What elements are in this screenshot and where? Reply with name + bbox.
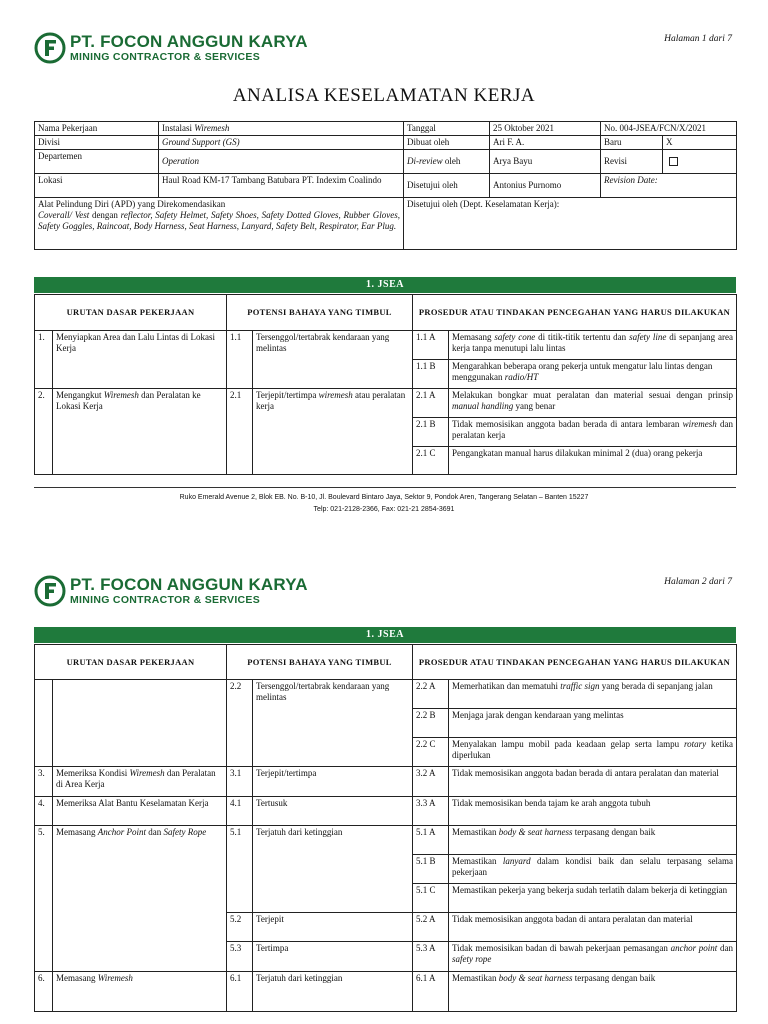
direview-value: Arya Bayu xyxy=(490,150,601,174)
procedure-text: Pengangkatan manual harus dilakukan minimal 2 (dua) orang pekerja xyxy=(449,447,737,475)
procedure-number: 2.2 B xyxy=(413,709,449,738)
procedure-text: Memastikan body & seat harness terpasang dengan baik xyxy=(449,972,737,1012)
header-urutan: URUTAN DASAR PEKERJAAN xyxy=(35,295,227,331)
hazard-text: Tersenggol/tertabrak kendaraan yang melintas xyxy=(253,680,413,767)
disetujui-value: Antonius Purnomo xyxy=(490,174,601,198)
footer-address-line: Ruko Emerald Avenue 2, Blok EB. No. B-10, Jl. Boulevard Bintaro Jaya, Sektor 9, Pondok Aren, Tangerang Selatan – Banten 15227 xyxy=(179,494,589,501)
company-tagline: MINING CONTRACTOR & SERVICES xyxy=(70,594,261,606)
procedure-number: 5.1 C xyxy=(413,884,449,913)
procedure-number: 2.2 A xyxy=(413,680,449,709)
apd-cell xyxy=(35,198,404,250)
company-name: PT. FOCON ANGGUN KARYA xyxy=(70,32,308,51)
footer-phone-line: Telp: 021-2128-2366, Fax: 021-21 2854-3691 xyxy=(313,506,455,513)
procedure-number: 3.2 A xyxy=(413,767,449,797)
lokasi-label: Lokasi xyxy=(35,174,159,198)
hazard-text: Terjepit/tertimpa wiremesh atau peralatan kerja xyxy=(253,389,413,475)
disetujui-k3: Disetujui oleh (Dept. Keselamatan Kerja): xyxy=(404,198,737,250)
doc-number: No. 004-JSEA/FCN/X/2021 xyxy=(601,122,737,136)
tanggal-label: Tanggal xyxy=(404,122,490,136)
procedure-text: Tidak memosisikan badan di bawah pekerjaan pemasangan anchor point dan safety rope xyxy=(449,942,737,972)
company-logo-icon xyxy=(34,32,66,64)
header-prosedur: PROSEDUR ATAU TINDAKAN PENCEGAHAN YANG HARUS DILAKUKAN xyxy=(413,295,737,331)
hazard-text: Terjatuh dari ketinggian xyxy=(253,972,413,1012)
procedure-number: 5.1 B xyxy=(413,855,449,884)
procedure-text: Memastikan body & seat harness terpasang dengan baik xyxy=(449,826,737,855)
step-text: Memeriksa Alat Bantu Keselamatan Kerja xyxy=(53,797,227,826)
hazard-number: 1.1 xyxy=(227,331,253,389)
procedure-number: 5.1 A xyxy=(413,826,449,855)
hazard-number: 4.1 xyxy=(227,797,253,826)
tanggal-value: 25 Oktober 2021 xyxy=(490,122,601,136)
step-text: Mengangkut Wiremesh dan Peralatan ke Lokasi Kerja xyxy=(53,389,227,475)
dibuat-label: Dibuat oleh xyxy=(404,136,490,150)
procedure-text: Memerhatikan dan mematuhi traffic sign yang berada di sepanjang jalan xyxy=(449,680,737,709)
step-text: Menyiapkan Area dan Lalu Lintas di Lokasi Kerja xyxy=(53,331,227,389)
apd-label: Alat Pelindung Diri (APD) yang Direkomendasikan xyxy=(38,199,226,209)
document-title: ANALISA KESELAMATAN KERJA xyxy=(232,85,536,106)
step-text xyxy=(53,680,227,767)
divisi-value: Ground Support (GS) xyxy=(159,136,404,150)
baru-label: Baru xyxy=(601,136,663,150)
jsea-table-p1 xyxy=(34,294,737,475)
nama-value: Instalasi Wiremesh xyxy=(159,122,404,136)
header-potensi: POTENSI BAHAYA YANG TIMBUL xyxy=(227,645,413,680)
step-text: Memasang Wiremesh xyxy=(53,972,227,1012)
info-table xyxy=(34,121,737,250)
procedure-text: Melakukan bongkar muat peralatan dan material sesuai dengan prinsip manual handling yang benar xyxy=(449,389,737,418)
procedure-number: 1.1 A xyxy=(413,331,449,360)
step-number xyxy=(35,680,53,767)
hazard-text: Terjatuh dari ketinggian xyxy=(253,826,413,913)
revisi-checkbox[interactable] xyxy=(663,150,737,174)
company-tagline: MINING CONTRACTOR & SERVICES xyxy=(70,51,261,63)
procedure-number: 6.1 A xyxy=(413,972,449,1012)
procedure-number: 5.3 A xyxy=(413,942,449,972)
footer-divider xyxy=(34,487,736,488)
step-number: 5. xyxy=(35,826,53,972)
page-number: Halaman 2 dari 7 xyxy=(664,577,732,587)
procedure-number: 2.1 A xyxy=(413,389,449,418)
footer-address xyxy=(0,492,768,516)
procedure-number: 2.1 C xyxy=(413,447,449,475)
revision-date-label: Revision Date: xyxy=(601,174,737,198)
divisi-label: Divisi xyxy=(35,136,159,150)
departemen-value: Operation xyxy=(159,150,404,174)
procedure-number: 1.1 B xyxy=(413,360,449,389)
revisi-label: Revisi xyxy=(601,150,663,174)
step-number: 1. xyxy=(35,331,53,389)
procedure-text: Mengarahkan beberapa orang pekerja untuk mengatur lalu lintas dengan menggunakan radio/HT xyxy=(449,360,737,389)
header-urutan: URUTAN DASAR PEKERJAAN xyxy=(35,645,227,680)
hazard-number: 3.1 xyxy=(227,767,253,797)
hazard-text: Terjepit/tertimpa xyxy=(253,767,413,797)
apd-value: Coverall/ Vest dengan reflector, Safety Helmet, Safety Shoes, Safety Dotted Gloves, Rubber Gloves, Safety Goggles, Raincoat, Body Harness, Seat Harness, Lanyard, Safety Belt, Respirator, Ear Plug. xyxy=(38,210,400,231)
hazard-number: 6.1 xyxy=(227,972,253,1012)
company-logo-icon xyxy=(34,575,66,607)
header-prosedur: PROSEDUR ATAU TINDAKAN PENCEGAHAN YANG HARUS DILAKUKAN xyxy=(413,645,737,680)
procedure-number: 2.2 C xyxy=(413,738,449,767)
hazard-number: 5.3 xyxy=(227,942,253,972)
procedure-text: Tidak memosisikan anggota badan berada di antara peralatan dan material xyxy=(449,767,737,797)
hazard-number: 5.1 xyxy=(227,826,253,913)
procedure-text: Memastikan pekerja yang bekerja sudah terlatih dalam bekerja di ketinggian xyxy=(449,884,737,913)
jsea-section-title: 1. JSEA xyxy=(34,277,736,293)
hazard-text: Tersenggol/tertabrak kendaraan yang melintas xyxy=(253,331,413,389)
dibuat-value: Ari F. A. xyxy=(490,136,601,150)
procedure-number: 5.2 A xyxy=(413,913,449,942)
step-number: 3. xyxy=(35,767,53,797)
company-name: PT. FOCON ANGGUN KARYA xyxy=(70,575,308,594)
logo xyxy=(34,575,308,607)
disetujui-label: Disetujui oleh xyxy=(404,174,490,198)
hazard-number: 5.2 xyxy=(227,913,253,942)
procedure-text: Menjaga jarak dengan kendaraan yang melintas xyxy=(449,709,737,738)
hazard-text: Tertimpa xyxy=(253,942,413,972)
procedure-text: Tidak memosisikan anggota badan berada di antara lembaran wiremesh dan peralatan kerja xyxy=(449,418,737,447)
step-number: 6. xyxy=(35,972,53,1012)
hazard-text: Terjepit xyxy=(253,913,413,942)
step-number: 2. xyxy=(35,389,53,475)
hazard-number: 2.1 xyxy=(227,389,253,475)
logo xyxy=(34,32,308,64)
procedure-number: 2.1 B xyxy=(413,418,449,447)
hazard-text: Tertusuk xyxy=(253,797,413,826)
header-potensi: POTENSI BAHAYA YANG TIMBUL xyxy=(227,295,413,331)
hazard-number: 2.2 xyxy=(227,680,253,767)
procedure-text: Memasang safety cone di titik-titik tertentu dan safety line di sepanjang area kerja tanpa menutupi lalu lintas xyxy=(449,331,737,360)
page-number: Halaman 1 dari 7 xyxy=(664,34,732,44)
step-text: Memeriksa Kondisi Wiremesh dan Peralatan di Area Kerja xyxy=(53,767,227,797)
jsea-table-p2 xyxy=(34,644,737,1012)
jsea-section-title: 1. JSEA xyxy=(34,627,736,643)
procedure-text: Tidak memosisikan anggota badan di antara peralatan dan material xyxy=(449,913,737,942)
procedure-number: 3.3 A xyxy=(413,797,449,826)
departemen-label: Departemen xyxy=(35,150,159,174)
baru-value: X xyxy=(663,136,737,150)
procedure-text: Tidak memosisikan benda tajam ke arah anggota tubuh xyxy=(449,797,737,826)
procedure-text: Menyalakan lampu mobil pada keadaan gelap serta lampu rotary ketika diperlukan xyxy=(449,738,737,767)
procedure-text: Memastikan lanyard dalam kondisi baik dan selalu terpasang selama pekerjaan xyxy=(449,855,737,884)
step-number: 4. xyxy=(35,797,53,826)
lokasi-value: Haul Road KM-17 Tambang Batubara PT. Indexim Coalindo xyxy=(159,174,404,198)
step-text: Memasang Anchor Point dan Safety Rope xyxy=(53,826,227,972)
direview-label: Di-review oleh xyxy=(404,150,490,174)
nama-label: Nama Pekerjaan xyxy=(35,122,159,136)
